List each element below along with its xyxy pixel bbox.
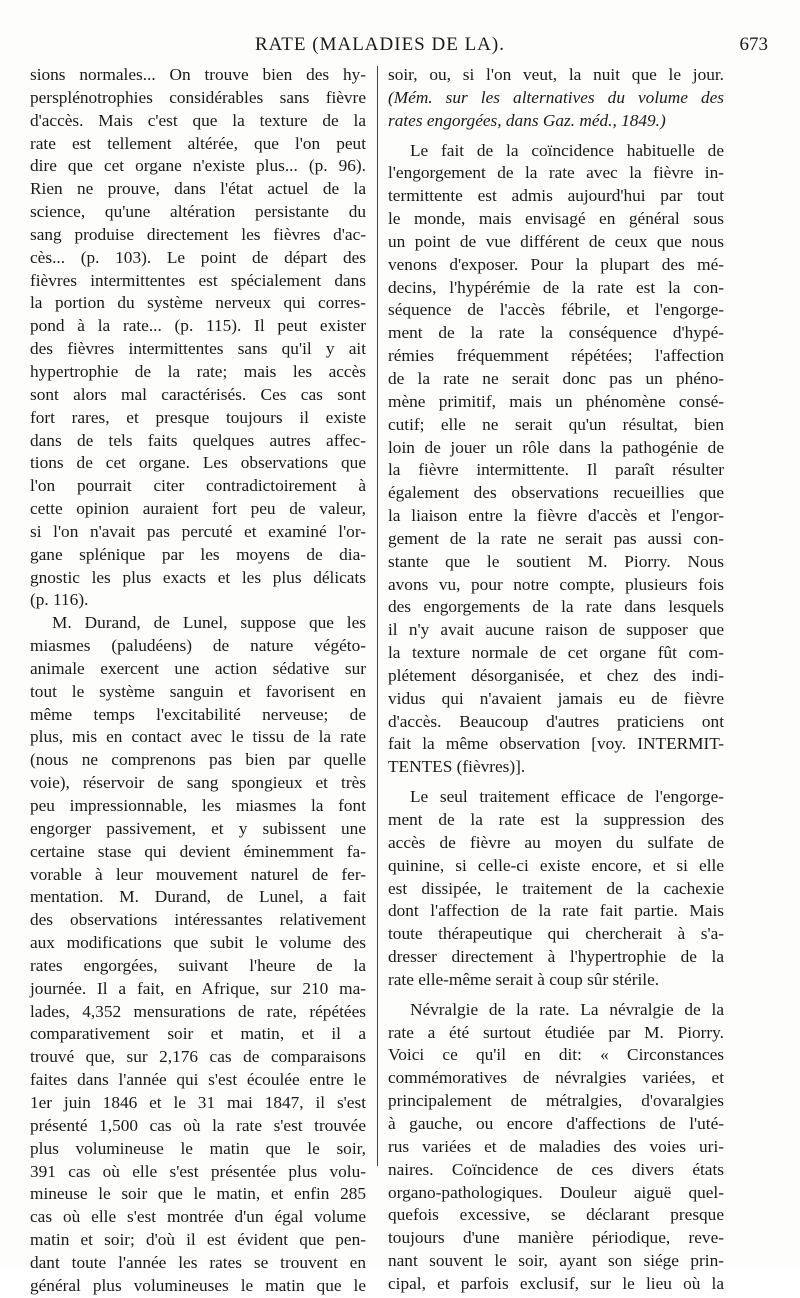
text-line: des fièvres intermittentes sans qu'il y ait — [30, 339, 366, 359]
text-line: dont l'affection de la rate fait partie. Mais — [388, 901, 724, 921]
text-line: des engorgements de la rate dans lesquels — [388, 597, 724, 617]
text-line: la texture normale de cet organe fût com- — [388, 643, 724, 663]
text-line: présenté 1,500 cas où la rate s'est trouvée — [30, 1115, 366, 1135]
text-line: nant souvent le soir, ayant son siége prin- — [388, 1251, 724, 1271]
text-line: à gauche, ou encore d'affections de l'uté- — [388, 1113, 724, 1133]
text-line: rates engorgées, dans Gaz. méd., 1849.) — [388, 110, 666, 130]
text-line: l'engorgement de la rate avec la fièvre in- — [388, 163, 724, 183]
text-line: ment de la rate est la suppression des — [388, 810, 724, 829]
text-line: des observations intéressantes relativement — [30, 910, 366, 930]
text-line: cas où elle s'est montrée d'un égal volume — [30, 1207, 366, 1227]
page-number: 673 — [739, 34, 768, 55]
text-line: persplénotrophies considérables sans fièvre — [30, 87, 366, 107]
text-line: Voici ce qu'il en dit: « Circonstances — [388, 1045, 724, 1065]
text-line: la fièvre intermittente. Il paraît résulter — [388, 460, 724, 480]
text-line: sont alors mal caractérisés. Ces cas sont — [30, 384, 366, 404]
text-line: matin et soir; d'où il est évident que pen- — [30, 1230, 366, 1250]
running-title: RATE (MALADIES DE LA). — [255, 34, 505, 55]
text-line: (p. 116). — [30, 590, 89, 610]
text-line: animale exercent une action sédative sur — [30, 658, 366, 678]
text-line: dans de tels faits quelques autres affec- — [30, 430, 366, 450]
text-line: cipal, et parfois exclusif, sur le lieu où la — [388, 1273, 724, 1293]
text-line: comparativement soir et matin, et il a — [30, 1024, 366, 1044]
text-line: mentation. M. Durand, de Lunel, a fait — [30, 887, 366, 907]
text-line: cès... (p. 103). Le point de départ des — [30, 247, 366, 267]
text-line: la portion du système nerveux qui corres- — [30, 293, 366, 313]
text-line: fièvres intermittentes est spécialement dans — [30, 270, 366, 290]
text-line: toute thérapeutique qui chercherait à s'a- — [388, 924, 724, 944]
text-line: Rien ne prouve, dans l'état actuel de la — [30, 179, 366, 199]
text-line: gnostic les plus exacts et les plus délicats — [30, 567, 366, 587]
text-line: rate a été surtout étudiée par M. Piorry. — [388, 1022, 724, 1042]
text-line: TENTES (fièvres)]. — [388, 757, 526, 777]
text-line: cette opinion auraient fort peu de valeur, — [30, 499, 366, 519]
text-line: est dissipée, le traitement de la cachexie — [388, 878, 724, 898]
text-line: quinine, si celle-ci existe encore, et si elle — [388, 855, 724, 875]
text-line: certaine stase qui devient éminemment fa- — [30, 841, 366, 861]
text-line: également des observations recueillies que — [388, 483, 724, 503]
text-line: naires. Coïncidence de ces divers états — [388, 1159, 724, 1179]
text-line: d'accès. Mais c'est que la texture de la — [30, 110, 366, 130]
right-column — [388, 64, 724, 1293]
text-line: vidus qui n'avaient jamais eu de fièvre — [388, 688, 724, 708]
text-line: loin de jouer un rôle dans la pathogénie de — [388, 437, 724, 457]
text-line: Le seul traitement efficace de l'engorge- — [410, 787, 724, 807]
text-line: mène primitif, mais un phénomène consé- — [388, 391, 724, 411]
text-line: fait la même observation [voy. INTERMIT- — [388, 734, 724, 754]
text-line: rate elle-même serait à coup sûr stérile. — [388, 969, 660, 989]
text-line: peu impressionnable, les miasmes la font — [30, 796, 366, 815]
text-line: 1er juin 1846 et le 31 mai 1847, il s'est — [30, 1092, 366, 1112]
text-line: lades, 4,352 mensurations de rate, répétées — [30, 1001, 366, 1021]
text-line: principalement de métralgies, d'ovaralgies — [388, 1091, 724, 1111]
text-line: Le fait de la coïncidence habituelle de — [410, 140, 724, 160]
text-line: gement de la rate ne serait pas aussi con- — [388, 528, 724, 548]
text-line: la liaison entre la fièvre d'accès et l'engor- — [388, 506, 724, 526]
text-line: miasmes (paludéens) de nature végéto- — [30, 636, 366, 656]
text-line: sions normales... On trouve bien des hy- — [30, 65, 366, 84]
text-line: M. Durand, de Lunel, suppose que les — [52, 613, 366, 633]
text-line: hypertrophie de la rate; mais les accès — [30, 361, 366, 381]
text-line: (nous ne comprenons pas bien par quelle — [30, 750, 366, 770]
text-line: rates engorgées, suivant l'heure de la — [30, 955, 366, 975]
text-line: cutif; elle ne serait qu'un résultat, bien — [388, 414, 724, 434]
text-line: science, qu'une altération persistante du — [30, 202, 366, 222]
text-line: trouvé que, sur 2,176 cas de comparaisons — [30, 1047, 366, 1067]
text-line: 391 cas où elle s'est présentée plus volu- — [30, 1161, 366, 1181]
text-line: de la rate ne serait donc pas un phéno- — [388, 368, 724, 388]
text-line: venons d'exposer. Pour la plupart des mé- — [388, 254, 724, 274]
text-line: tions de cet organe. Les observations que — [30, 453, 366, 473]
text-line: soir, ou, si l'on veut, la nuit que le jour. — [388, 65, 724, 84]
text-line: gane splénique par les moyens de dia- — [30, 544, 366, 564]
left-column — [30, 64, 366, 1295]
text-line: sang produise directement les fièvres d'ac- — [30, 224, 366, 244]
text-line: ment de la rate la conséquence d'hypé- — [388, 323, 724, 343]
text-line: accès de fièvre au moyen du sulfate de — [388, 832, 724, 852]
text-line: rate est tellement altérée, que l'on peut — [30, 133, 366, 153]
text-line: voie), réservoir de sang spongieux et très — [30, 773, 366, 793]
text-line: dant toute l'année les rates se trouvent en — [30, 1252, 366, 1272]
text-line: pond à la rate... (p. 115). Il peut exister — [30, 316, 366, 336]
text-line: même temps l'excitabilité nerveuse; de — [30, 704, 366, 724]
text-line: plus volumineuse le matin que le soir, — [30, 1138, 366, 1158]
text-line: commémoratives de névralgies variées, et — [388, 1068, 724, 1088]
text-line: séquence de l'accès fébrile, et l'engorge- — [388, 300, 724, 320]
text-line: un point de vue différent de ceux que nous — [388, 231, 724, 251]
text-line: rus variées et de maladies des voies uri- — [388, 1136, 724, 1156]
text-line: tout le système sanguin et favorisent en — [30, 681, 366, 701]
text-line: rémies fréquemment répétées; l'affection — [388, 346, 724, 366]
text-line: faites dans l'année qui s'est écoulée entre le — [30, 1070, 366, 1090]
page-header — [30, 34, 768, 58]
text-line: fort rares, et presque toujours il existe — [30, 407, 366, 427]
text-line: avons vu, pour notre compte, plusieurs fois — [388, 574, 724, 594]
text-line: plus, mis en contact avec le tissu de la rate — [30, 727, 366, 747]
text-line: mineuse le soir que le matin, et enfin 285 — [30, 1184, 366, 1204]
text-line: aux modifications que subit le volume des — [30, 933, 366, 953]
text-line: il n'y avait aucune raison de supposer que — [388, 620, 724, 640]
text-line: plétement désorganisée, et chez des indi- — [388, 665, 724, 685]
text-line: général plus volumineuses le matin que le — [30, 1275, 366, 1295]
text-line: stante que le soutient M. Piorry. Nous — [388, 551, 724, 571]
text-line: organo-pathologiques. Douleur aiguë quel- — [388, 1182, 724, 1202]
text-line: l'on pourrait citer contradictoirement à — [30, 476, 366, 496]
text-line: dresser directement à l'hypertrophie de la — [388, 947, 724, 967]
text-line: journée. Il a fait, en Afrique, sur 210 ma- — [30, 978, 366, 998]
text-line: d'accès. Beaucoup d'autres praticiens ont — [388, 711, 724, 731]
text-line: engorger passivement, et y subissent une — [30, 818, 366, 838]
text-line: decins, l'hypérémie de la rate est la con- — [388, 277, 724, 297]
text-line: termittente est admis aujourd'hui par tout — [388, 186, 724, 206]
text-line: Névralgie de la rate. La névralgie de la — [410, 999, 724, 1019]
text-line: dire que cet organe n'existe plus... (p. 96). — [30, 156, 366, 176]
text-line: si l'on n'avait pas percuté et examiné l'or- — [30, 521, 366, 541]
text-line: (Mém. sur les alternatives du volume des — [388, 87, 724, 107]
text-line: quefois excessive, se déclarant presque — [388, 1205, 724, 1225]
text-line: toujours d'une manière périodique, reve- — [388, 1228, 724, 1248]
text-line: le monde, mais envisagé en général sous — [388, 209, 724, 229]
text-line: vorable à leur mouvement naturel de fer- — [30, 864, 366, 884]
column-divider — [377, 66, 378, 1166]
